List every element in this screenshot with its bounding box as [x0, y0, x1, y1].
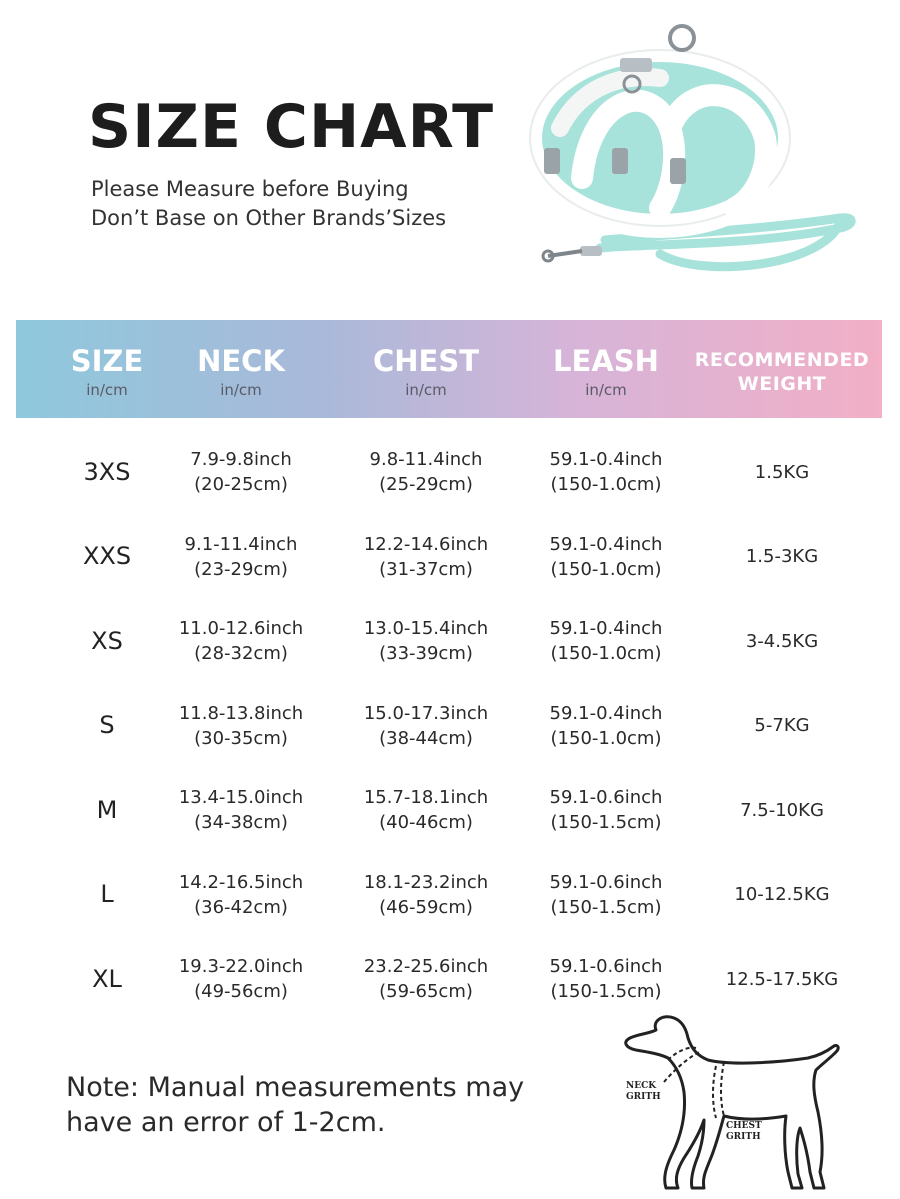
cell-neck-neck-cm: (36-42cm) — [194, 896, 288, 918]
cell-weight-weight: 10-12.5KG — [734, 884, 830, 905]
cell-chest-chest-cm: (31-37cm) — [379, 558, 473, 580]
header-chest — [342, 320, 510, 418]
cell-weight — [692, 853, 872, 937]
cell-leash — [522, 937, 690, 1021]
cell-chest-chest-in: 18.1-23.2inch — [363, 871, 489, 893]
cell-leash-leash-cm: (150-1.5cm) — [550, 812, 662, 833]
cell-chest-chest-cm: (46-59cm) — [379, 896, 473, 918]
header-weight-line-1: RECOMMENDED — [694, 349, 870, 371]
cell-neck-neck-in: 14.2-16.5inch — [178, 871, 304, 893]
cell-chest-chest-in: 9.8-11.4inch — [369, 449, 483, 470]
cell-leash — [522, 768, 690, 852]
cell-chest-chest-in: 15.0-17.3inch — [363, 702, 489, 724]
table-row — [16, 599, 882, 683]
cell-weight-weight: 1.5KG — [754, 461, 810, 483]
cell-weight — [692, 430, 872, 514]
cell-neck-neck-cm: (34-38cm) — [194, 812, 288, 833]
dog-measurement-diagram — [612, 1012, 842, 1198]
cell-chest — [342, 599, 510, 683]
cell-weight — [692, 599, 872, 683]
cell-size-size: S — [99, 711, 115, 739]
cell-leash — [522, 515, 690, 599]
cell-chest-chest-in: 23.2-25.6inch — [363, 956, 489, 977]
cell-size-size: 3XS — [83, 457, 131, 486]
cell-neck — [158, 515, 324, 599]
cell-neck — [158, 853, 324, 937]
header-neck-label: NECK — [197, 344, 285, 378]
header-chest-label: CHEST — [372, 344, 480, 378]
cell-leash-leash-in: 59.1-0.4inch — [549, 533, 663, 555]
cell-neck — [158, 684, 324, 768]
cell-weight-weight: 3-4.5KG — [745, 630, 819, 652]
cell-neck-neck-cm: (30-35cm) — [194, 727, 288, 749]
cell-size-size: XL — [92, 964, 122, 993]
cell-neck-neck-cm: (20-25cm) — [194, 474, 288, 495]
header-neck — [158, 320, 324, 418]
cell-chest-chest-cm: (38-44cm) — [379, 727, 473, 749]
header-leash — [522, 320, 690, 418]
cell-chest-chest-in: 15.7-18.1inch — [363, 787, 489, 808]
cell-leash — [522, 430, 690, 514]
cell-chest — [342, 515, 510, 599]
cell-size-size: L — [100, 880, 114, 908]
cell-size-size: XS — [91, 626, 123, 655]
cell-weight — [692, 684, 872, 768]
table-row — [16, 430, 882, 514]
cell-neck — [158, 430, 324, 514]
cell-neck-neck-in: 19.3-22.0inch — [178, 956, 304, 977]
cell-chest — [342, 937, 510, 1021]
cell-weight — [692, 515, 872, 599]
cell-neck — [158, 937, 324, 1021]
cell-leash-leash-cm: (150-1.5cm) — [550, 896, 662, 918]
note-line-2: have an error of 1-2cm. — [66, 1107, 386, 1138]
harness-product-image — [520, 18, 860, 288]
neck-girth-label-2: GRITH — [626, 1092, 661, 1102]
subtitle-line-1: Please Measure before Buying — [91, 177, 409, 201]
cell-neck-neck-in: 11.8-13.8inch — [178, 702, 304, 724]
cell-weight — [692, 768, 872, 852]
cell-leash-leash-cm: (150-1.0cm) — [550, 727, 662, 749]
cell-chest-chest-cm: (33-39cm) — [379, 643, 473, 664]
cell-leash-leash-cm: (150-1.0cm) — [550, 558, 662, 580]
table-row — [16, 937, 882, 1021]
table-header — [16, 320, 882, 418]
cell-leash — [522, 853, 690, 937]
page-title: SIZE CHART — [88, 92, 495, 162]
cell-neck-neck-cm: (49-56cm) — [194, 981, 288, 1002]
cell-chest — [342, 768, 510, 852]
cell-size-size: M — [96, 795, 118, 824]
cell-chest — [342, 684, 510, 768]
cell-chest-chest-cm: (25-29cm) — [379, 474, 473, 495]
cell-neck — [158, 768, 324, 852]
cell-leash-leash-in: 59.1-0.6inch — [549, 956, 663, 977]
cell-neck-neck-in: 13.4-15.0inch — [178, 787, 304, 808]
header-leash-unit: in/cm — [585, 381, 627, 399]
cell-neck-neck-cm: (28-32cm) — [194, 643, 288, 664]
cell-leash-leash-cm: (150-1.0cm) — [550, 643, 662, 664]
cell-neck-neck-cm: (23-29cm) — [194, 558, 288, 580]
cell-leash-leash-cm: (150-1.0cm) — [550, 474, 662, 495]
cell-leash-leash-cm: (150-1.5cm) — [550, 981, 662, 1002]
cell-leash — [522, 684, 690, 768]
cell-neck-neck-in: 11.0-12.6inch — [178, 618, 304, 639]
cell-weight-weight: 5-7KG — [754, 715, 810, 736]
cell-weight-weight: 12.5-17.5KG — [725, 968, 839, 990]
cell-leash-leash-in: 59.1-0.6inch — [549, 871, 663, 893]
cell-neck — [158, 599, 324, 683]
chest-girth-label-1: CHEST — [726, 1121, 762, 1131]
header-weight-line-2: WEIGHT — [737, 373, 827, 395]
cell-leash-leash-in: 59.1-0.4inch — [549, 449, 663, 470]
cell-chest — [342, 430, 510, 514]
cell-size-size: XXS — [82, 542, 132, 570]
header-neck-unit: in/cm — [220, 381, 262, 399]
header-weight — [692, 320, 872, 418]
table-row — [16, 768, 882, 852]
cell-chest-chest-cm: (59-65cm) — [379, 981, 473, 1002]
table-row — [16, 684, 882, 768]
cell-neck-neck-in: 7.9-9.8inch — [190, 449, 292, 470]
cell-leash-leash-in: 59.1-0.6inch — [549, 787, 663, 808]
cell-leash-leash-in: 59.1-0.4inch — [549, 618, 663, 639]
table-row — [16, 853, 882, 937]
cell-leash — [522, 599, 690, 683]
header-size-unit: in/cm — [86, 381, 128, 399]
table-row — [16, 515, 882, 599]
cell-chest-chest-in: 12.2-14.6inch — [363, 533, 489, 555]
cell-neck-neck-in: 9.1-11.4inch — [184, 533, 298, 555]
cell-leash-leash-in: 59.1-0.4inch — [549, 702, 663, 724]
neck-girth-label-1: NECK — [626, 1081, 657, 1091]
cell-chest-chest-in: 13.0-15.4inch — [363, 618, 489, 639]
cell-chest — [342, 853, 510, 937]
cell-weight — [692, 937, 872, 1021]
header-leash-label: LEASH — [553, 344, 659, 378]
subtitle-line-2: Don’t Base on Other Brands’Sizes — [91, 206, 447, 230]
chest-girth-label-2: GRITH — [726, 1132, 761, 1142]
cell-weight-weight: 1.5-3KG — [745, 546, 819, 567]
cell-chest-chest-cm: (40-46cm) — [379, 812, 473, 833]
header-size-label: SIZE — [70, 344, 144, 378]
header-chest-unit: in/cm — [405, 381, 447, 399]
cell-weight-weight: 7.5-10KG — [740, 799, 824, 821]
note-line-1: Note: Manual measurements may — [66, 1072, 525, 1103]
